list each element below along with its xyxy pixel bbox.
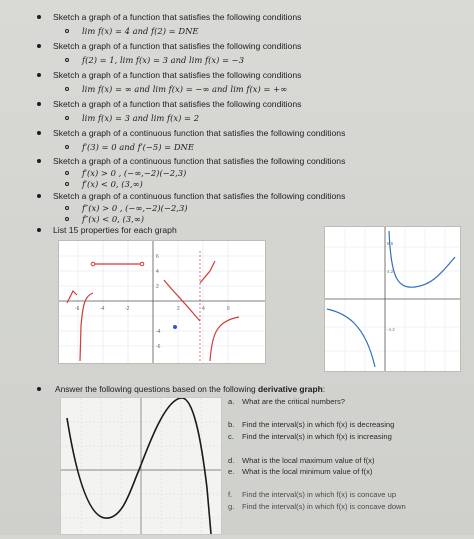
derivative-graph (60, 397, 222, 535)
bullet-icon (37, 387, 41, 391)
question-text: Find the interval(s) in which f(x) is increasing (242, 432, 392, 441)
circle-bullet-icon (65, 58, 69, 62)
instruction-text: Sketch a graph of a continuous function that satisfies the following conditions (53, 156, 346, 166)
question-text: Find the interval(s) in which f(x) is concave down (242, 502, 406, 511)
question-letter: g. (228, 502, 235, 511)
y-tick-label: 4.2 (387, 269, 394, 274)
question-text: Find the interval(s) in which f(x) is concave up (242, 490, 397, 499)
question-letter: f. (228, 490, 233, 499)
circle-bullet-icon (65, 116, 69, 120)
instruction-text: Sketch a graph of a function that satisfies the following conditions (53, 12, 302, 22)
x-tick-label: 2 (177, 306, 180, 312)
condition-text: f′(3) = 0 and f′(−5) = DNE (82, 142, 194, 152)
curve-segment (200, 261, 215, 283)
filled-point-icon (173, 325, 177, 329)
question-item (228, 419, 394, 430)
question-text: What is the local minimum value of f(x) (242, 467, 373, 476)
x-tick-label: -2 (125, 306, 130, 312)
question-text: What is the local maximum value of f(x) (242, 456, 375, 465)
derivative-graph-svg (61, 398, 221, 534)
condition-text: f(2) = 1, lim f(x) = 3 and lim f(x) = −3 (82, 55, 245, 65)
question-letter: d. (228, 456, 235, 465)
question-item (228, 431, 392, 442)
question-letter: a. (228, 397, 235, 406)
y-tick-label: 8.5 (387, 241, 394, 246)
x-tick-label: -4 (100, 306, 105, 312)
curve-segment (80, 293, 93, 361)
instruction-text: List 15 properties for each graph (53, 225, 177, 235)
curve-segment (210, 317, 239, 361)
instruction-text: Sketch a graph of a continuous function that satisfies the following conditions (53, 191, 346, 201)
condition-text: f″(x) < 0, (3,∞) (82, 214, 144, 224)
question-text: Find the interval(s) in which f(x) is decreasing (242, 420, 395, 429)
bullet-icon (37, 102, 41, 106)
prompt-plain: Answer the following questions based on the following (55, 384, 258, 394)
prompt-end: : (322, 384, 326, 394)
bullet-icon (37, 228, 41, 232)
condition-text: lim f(x) = ∞ and lim f(x) = −∞ and lim f(x) = +∞ (82, 84, 288, 94)
asymptote-graph-svg (325, 227, 460, 371)
bullet-icon (37, 15, 41, 19)
condition-text: lim f(x) = 3 and lim f(x) = 2 (82, 113, 200, 123)
instruction-text: Sketch a graph of a function that satisfies the following conditions (53, 99, 302, 109)
asymptote-graph (324, 226, 461, 372)
circle-bullet-icon (65, 87, 69, 91)
instruction-text: Sketch a graph of a function that satisfies the following conditions (53, 70, 302, 80)
question-item (228, 466, 372, 477)
circle-bullet-icon (65, 217, 69, 221)
bullet-icon (37, 73, 41, 77)
question-text: What are the critical numbers? (242, 397, 345, 406)
circle-bullet-icon (65, 145, 69, 149)
circle-bullet-icon (65, 29, 69, 33)
condition-text: lim f(x) = 4 and f(2) = DNE (82, 26, 199, 36)
derivative-curve (67, 398, 211, 534)
condition-text: f″(x) > 0 , (−∞,−2)(−2,3) (82, 203, 188, 213)
bullet-icon (37, 44, 41, 48)
derivative-prompt-text (55, 382, 325, 396)
bullet-icon (37, 194, 41, 198)
question-letter: e. (228, 467, 235, 476)
circle-bullet-icon (65, 171, 69, 175)
x-tick-label: 4 (202, 306, 205, 312)
x-tick-label: 6 (227, 306, 230, 312)
y-tick-label: 4 (156, 269, 159, 275)
condition-text: f′(x) > 0 , (−∞,−2)(−2,3) (82, 168, 187, 178)
condition-text: f′(x) < 0, (3,∞) (82, 179, 143, 189)
piecewise-graph-svg (59, 241, 265, 363)
question-letter: c. (228, 432, 234, 441)
instruction-text: Sketch a graph of a continuous function that satisfies the following conditions (53, 128, 346, 138)
prompt-bold: derivative graph (258, 384, 323, 394)
instruction-text: Sketch a graph of a function that satisfies the following conditions (53, 41, 302, 51)
question-item (228, 455, 375, 466)
question-item (228, 396, 345, 407)
bullet-icon (37, 131, 41, 135)
y-tick-label: 2 (156, 284, 159, 290)
piecewise-graph (58, 240, 266, 364)
x-tick-label: -6 (75, 306, 80, 312)
question-item (228, 501, 406, 512)
question-item (228, 489, 396, 500)
y-tick-label: -4.2 (387, 327, 395, 332)
y-tick-label: 6 (156, 254, 159, 260)
y-tick-label: -6 (156, 344, 161, 350)
open-point-icon (140, 262, 144, 266)
question-letter: b. (228, 420, 235, 429)
curve-segment (327, 309, 375, 367)
open-point-icon (91, 262, 95, 266)
y-tick-label: -4 (156, 329, 161, 335)
bullet-icon (37, 159, 41, 163)
circle-bullet-icon (65, 206, 69, 210)
circle-bullet-icon (65, 182, 69, 186)
